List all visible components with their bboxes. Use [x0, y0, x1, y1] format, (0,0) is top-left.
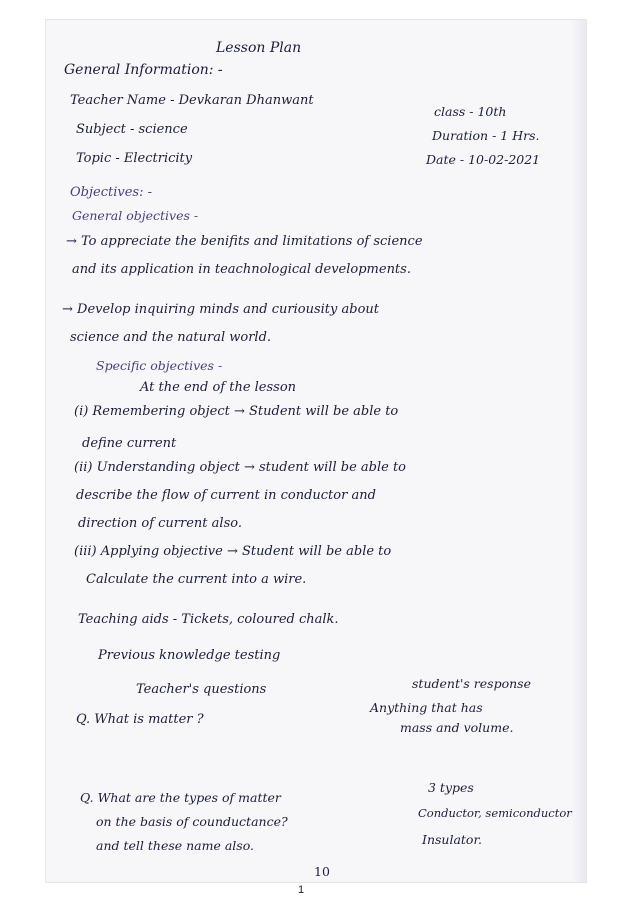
general-objective-1-line-1: → To appreciate the benifits and limitations of science	[66, 234, 423, 249]
specific-objectives-heading: Specific objectives -	[96, 358, 223, 373]
topic: Topic - Electricity	[76, 151, 193, 166]
answer-2-line-2: Conductor, semiconductor	[418, 806, 572, 820]
teacher-name: Teacher Name - Devkaran Dhanwant	[70, 93, 314, 108]
student-response-header: student's response	[412, 676, 531, 691]
answer-1-line-2: mass and volume.	[400, 720, 514, 735]
page-number: 1	[298, 884, 305, 896]
general-info-heading: General Information: -	[64, 62, 223, 78]
specific-objectives-intro: At the end of the lesson	[140, 380, 297, 395]
class-info: class - 10th	[434, 104, 507, 119]
teacher-questions-header: Teacher's questions	[136, 682, 267, 697]
date-info: Date - 10-02-2021	[426, 152, 541, 167]
specific-objective-2-line-2: describe the flow of current in conductor and	[76, 488, 376, 503]
specific-objective-2-line-3: direction of current also.	[78, 516, 242, 531]
specific-objective-2-line-1: (ii) Understanding object → student will be able to	[74, 460, 407, 475]
duration-info: Duration - 1 Hrs.	[432, 128, 540, 143]
page-title: Lesson Plan	[216, 40, 302, 56]
handwritten-page-number: 10	[314, 864, 330, 879]
teaching-aids: Teaching aids - Tickets, coloured chalk.	[78, 612, 339, 627]
general-objective-2-line-2: science and the natural world.	[70, 330, 272, 345]
specific-objective-1-line-2: define current	[82, 436, 177, 451]
answer-1-line-1: Anything that has	[370, 700, 483, 715]
general-objectives-heading: General objectives -	[72, 208, 199, 223]
notebook-page	[46, 20, 586, 882]
specific-objective-3-line-1: (iii) Applying objective → Student will be able to	[74, 544, 392, 559]
general-objective-1-line-2: and its application in teachnological developments.	[72, 262, 411, 277]
specific-objective-1-line-1: (i) Remembering object → Student will be able to	[74, 404, 399, 419]
question-2-line-1: Q. What are the types of matter	[80, 790, 281, 805]
general-objective-2-line-1: → Develop inquiring minds and curiousity about	[62, 302, 380, 317]
question-1: Q. What is matter ?	[76, 712, 204, 727]
specific-objective-3-line-2: Calculate the current into a wire.	[86, 572, 307, 587]
answer-2-line-1: 3 types	[428, 780, 474, 795]
objectives-heading: Objectives: -	[70, 185, 152, 200]
question-2-line-3: and tell these name also.	[96, 838, 254, 853]
previous-knowledge-heading: Previous knowledge testing	[98, 648, 281, 663]
subject: Subject - science	[76, 122, 188, 137]
question-2-line-2: on the basis of counductance?	[96, 814, 288, 829]
answer-2-line-3: Insulator.	[422, 832, 483, 847]
